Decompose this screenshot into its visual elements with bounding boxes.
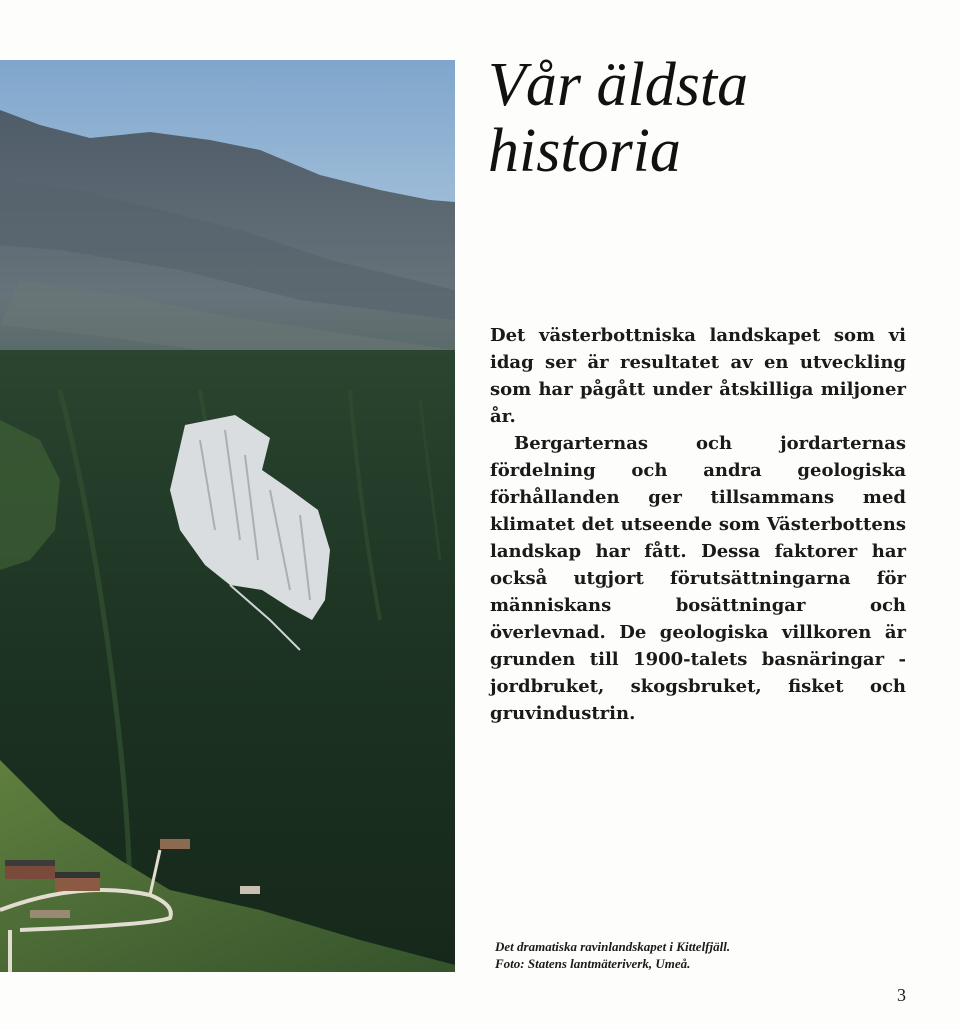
photo-caption <box>495 938 915 972</box>
body-text <box>490 322 906 727</box>
title-line-2: historia <box>488 117 681 185</box>
caption-line-2: Foto: Statens lantmäteriverk, Umeå. <box>495 956 691 971</box>
page-number: 3 <box>897 985 906 1005</box>
paragraph-2: Bergarternas och jordarternas fördelning och andra geologiska förhållanden ger tillsammans med klimatet det utseende som Västerbottens landskap har fått. Dessa faktorer har också utgjort förutsättningarna för människans bosättningar och överlevnad. De geologiska villkoren är grunden till 1900-talets basnäringar - jordbruket, skogsbruket, fisket och gruvindustrin. <box>490 433 906 724</box>
title-line-1: Vår äldsta <box>488 51 749 119</box>
caption-line-1: Det dramatiska ravinlandskapet i Kittelfjäll. <box>495 939 731 954</box>
photo-illustration <box>0 60 455 972</box>
paragraph-1: Det västerbottniska landskapet som vi idag ser är resultatet av en utveckling som har pågått under åtskilliga miljoner år. <box>490 325 906 427</box>
page-title <box>488 52 928 184</box>
aerial-photo-kittelfjall <box>0 60 455 972</box>
